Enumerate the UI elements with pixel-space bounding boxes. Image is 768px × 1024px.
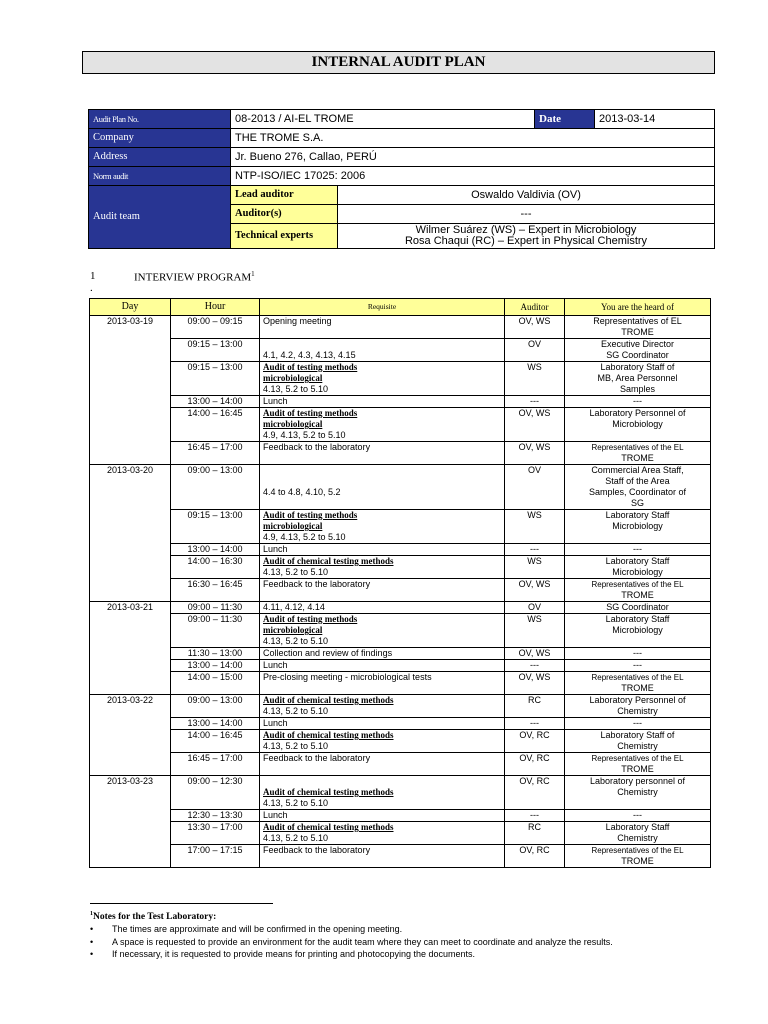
audit-info-table	[88, 109, 715, 249]
program-heard	[565, 465, 711, 510]
program-hour: 09:00 – 13:00	[171, 465, 260, 510]
program-requisite	[260, 396, 505, 408]
header-heard: You are the heard of	[565, 299, 711, 316]
footnote-item	[90, 923, 730, 936]
program-auditor: OV, WS	[505, 442, 565, 465]
tech-experts-label: Technical experts	[231, 224, 338, 249]
program-hour: 16:45 – 17:00	[171, 442, 260, 465]
program-row	[90, 695, 711, 718]
heard-line: ---	[633, 660, 642, 670]
requisite-line: Lunch	[263, 810, 288, 820]
program-auditor: ---	[505, 396, 565, 408]
requisite-line: 4.9, 4.13, 5.2 to 5.10	[263, 430, 346, 440]
program-heard	[565, 776, 711, 810]
program-day: 2013-03-23	[90, 776, 171, 868]
auditors-label: Auditor(s)	[231, 205, 338, 224]
address-label: Address	[89, 148, 231, 167]
program-requisite	[260, 753, 505, 776]
heard-line: Chemistry	[617, 741, 658, 751]
heard-line: ---	[633, 544, 642, 554]
requisite-line: Lunch	[263, 660, 288, 670]
requisite-line: Feedback to the laboratory	[263, 753, 371, 763]
header-requisite: Requisite	[260, 299, 505, 316]
requisite-line: Feedback to the laboratory	[263, 579, 371, 589]
footnote-item	[90, 948, 730, 961]
heard-line: MB, Area Personnel	[597, 373, 678, 383]
program-auditor: OV, RC	[505, 845, 565, 868]
requisite-title: Audit of chemical testing methods	[263, 787, 394, 797]
heard-line: SG Coordinator	[606, 602, 669, 612]
header-auditor: Auditor	[505, 299, 565, 316]
program-hour: 13:00 – 14:00	[171, 660, 260, 672]
program-auditor: ---	[505, 544, 565, 556]
page-title: INTERNAL AUDIT PLAN	[82, 51, 715, 74]
footnote-text: The times are approximate and will be confirmed in the opening meeting.	[112, 924, 403, 935]
section-title	[134, 270, 255, 284]
requisite-line: 4.11, 4.12, 4.14	[263, 602, 325, 612]
heard-line: Samples	[619, 384, 655, 394]
requisite-line: 4.13, 5.2 to 5.10	[263, 636, 329, 646]
program-requisite	[260, 465, 505, 510]
program-requisite	[260, 408, 505, 442]
program-day: 2013-03-19	[90, 316, 171, 465]
program-heard	[565, 648, 711, 660]
program-hour: 12:30 – 13:30	[171, 810, 260, 822]
program-row	[90, 753, 711, 776]
program-row	[90, 602, 711, 614]
program-row	[90, 648, 711, 660]
requisite-title: Audit of chemical testing methods	[263, 822, 394, 832]
program-auditor: RC	[505, 695, 565, 718]
program-row	[90, 730, 711, 753]
address-row	[89, 148, 715, 167]
program-row	[90, 776, 711, 810]
requisite-line: 4.13, 5.2 to 5.10	[263, 706, 329, 716]
program-requisite	[260, 672, 505, 695]
heard-line: ---	[633, 718, 642, 728]
program-heard	[565, 730, 711, 753]
requisite-line: 4.4 to 4.8, 4.10, 5.2	[263, 487, 341, 497]
program-heard	[565, 695, 711, 718]
program-requisite	[260, 362, 505, 396]
heard-line: ---	[633, 396, 642, 406]
requisite-line: 4.1, 4.2, 4.3, 4.13, 4.15	[263, 350, 356, 360]
heard-line: Laboratory personnel of	[589, 776, 686, 786]
requisite-line: Lunch	[263, 718, 288, 728]
requisite-line: Collection and review of findings	[263, 648, 393, 658]
program-auditor: OV, WS	[505, 579, 565, 602]
program-day: 2013-03-21	[90, 602, 171, 695]
heard-line: TROME	[621, 453, 654, 463]
requisite-line: Lunch	[263, 544, 288, 554]
footnote-list	[90, 923, 730, 961]
program-day: 2013-03-22	[90, 695, 171, 776]
requisite-line: 4.9, 4.13, 5.2 to 5.10	[263, 532, 346, 542]
company-label: Company	[89, 129, 231, 148]
program-requisite	[260, 718, 505, 730]
heard-line: Laboratory Staff of	[600, 362, 675, 372]
program-auditor: WS	[505, 510, 565, 544]
heard-line: Microbiology	[612, 567, 663, 577]
requisite-line: 4.13, 5.2 to 5.10	[263, 798, 329, 808]
program-row	[90, 672, 711, 695]
section-number: 1 .	[90, 270, 96, 294]
heard-line: Laboratory Staff	[605, 822, 670, 832]
program-row	[90, 465, 711, 510]
program-heard	[565, 556, 711, 579]
program-requisite	[260, 602, 505, 614]
program-requisite	[260, 544, 505, 556]
program-row	[90, 396, 711, 408]
program-row	[90, 845, 711, 868]
program-hour: 11:30 – 13:00	[171, 648, 260, 660]
program-hour: 09:15 – 13:00	[171, 510, 260, 544]
program-heard	[565, 510, 711, 544]
requisite-line: Pre-closing meeting - microbiological tests	[263, 672, 432, 682]
heard-line: Chemistry	[617, 787, 658, 797]
program-requisite	[260, 316, 505, 339]
program-hour: 09:00 – 13:00	[171, 695, 260, 718]
heard-line: Laboratory Staff	[605, 614, 670, 624]
heard-line: Samples, Coordinator of	[588, 487, 687, 497]
program-requisite	[260, 614, 505, 648]
program-auditor: ---	[505, 810, 565, 822]
program-heard	[565, 396, 711, 408]
program-auditor: OV, RC	[505, 776, 565, 810]
norm-value: NTP-ISO/IEC 17025: 2006	[231, 167, 715, 186]
footnote-divider	[90, 903, 273, 904]
program-heard	[565, 672, 711, 695]
heard-line: Chemistry	[617, 706, 658, 716]
heard-line: Laboratory Staff	[605, 556, 670, 566]
program-heard	[565, 362, 711, 396]
heard-line: Executive Director	[600, 339, 675, 349]
program-heard	[565, 579, 711, 602]
section-title-text: INTERVIEW PROGRAM	[134, 271, 252, 284]
program-row	[90, 362, 711, 396]
plan-no-label: Audit Plan No.	[89, 110, 231, 129]
program-day: 2013-03-20	[90, 465, 171, 602]
footnote-text: A space is requested to provide an environment for the audit team where they can meet to coordinate and analyze the results.	[112, 936, 613, 947]
date-value: 2013-03-14	[595, 110, 715, 129]
footnote-text: If necessary, it is requested to provide means for printing and photocopying the documents.	[112, 949, 476, 960]
program-row	[90, 442, 711, 465]
program-heard	[565, 753, 711, 776]
footnote-title	[90, 908, 730, 923]
bullet-icon: •	[90, 936, 94, 947]
requisite-title: Audit of testing methods	[263, 510, 358, 520]
date-label: Date	[535, 110, 595, 129]
program-auditor: OV	[505, 339, 565, 362]
heard-line: TROME	[621, 683, 654, 693]
requisite-line: 4.13, 5.2 to 5.10	[263, 833, 329, 843]
program-heard	[565, 339, 711, 362]
tech-experts-value	[338, 224, 715, 249]
program-row	[90, 822, 711, 845]
program-heard	[565, 614, 711, 648]
program-requisite	[260, 776, 505, 810]
program-heard	[565, 442, 711, 465]
heard-line: Microbiology	[612, 625, 663, 635]
norm-label: Norm audit	[89, 167, 231, 186]
heard-line: Representatives of the EL	[591, 846, 684, 855]
program-row	[90, 718, 711, 730]
heard-line: Laboratory Personnel of	[589, 695, 686, 705]
bullet-icon: •	[90, 949, 94, 960]
heard-line: Representatives of the EL	[591, 580, 684, 589]
program-row	[90, 810, 711, 822]
requisite-title-cont: microbiological	[263, 373, 323, 383]
program-heard	[565, 316, 711, 339]
tech-expert-2: Rosa Chaqui (RC) – Expert in Physical Chemistry	[404, 235, 648, 247]
heard-line: Chemistry	[617, 833, 658, 843]
heard-line: Laboratory Personnel of	[589, 408, 686, 418]
program-requisite	[260, 730, 505, 753]
program-hour: 09:15 – 13:00	[171, 339, 260, 362]
program-row	[90, 316, 711, 339]
program-auditor: WS	[505, 614, 565, 648]
requisite-title: Audit of chemical testing methods	[263, 695, 394, 705]
interview-program-table	[89, 298, 711, 868]
company-row	[89, 129, 715, 148]
requisite-line: 4.13, 5.2 to 5.10	[263, 567, 329, 577]
program-auditor: WS	[505, 362, 565, 396]
program-heard	[565, 810, 711, 822]
address-value: Jr. Bueno 276, Callao, PERÚ	[231, 148, 715, 167]
program-requisite	[260, 695, 505, 718]
heard-line: Representatives of the EL	[591, 673, 684, 682]
program-requisite	[260, 339, 505, 362]
requisite-line: Feedback to the laboratory	[263, 442, 371, 452]
footnotes	[90, 908, 730, 961]
heard-line: SG Coordinator	[606, 350, 669, 360]
program-requisite	[260, 810, 505, 822]
program-heard	[565, 660, 711, 672]
bullet-icon: •	[90, 924, 94, 935]
footnote-title-text: Notes for the Test Laboratory:	[93, 912, 217, 923]
program-auditor: ---	[505, 718, 565, 730]
program-row	[90, 510, 711, 544]
plan-no-row	[89, 110, 715, 129]
program-hour: 13:00 – 14:00	[171, 544, 260, 556]
requisite-title: Audit of testing methods	[263, 614, 358, 624]
program-auditor: OV	[505, 465, 565, 510]
lead-auditor-value: Oswaldo Valdivia (OV)	[338, 186, 715, 205]
program-hour: 16:45 – 17:00	[171, 753, 260, 776]
program-auditor: WS	[505, 556, 565, 579]
program-row	[90, 614, 711, 648]
program-hour: 13:00 – 14:00	[171, 718, 260, 730]
heard-line: TROME	[621, 590, 654, 600]
program-auditor: OV, RC	[505, 730, 565, 753]
heard-line: TROME	[621, 856, 654, 866]
program-hour: 14:00 – 15:00	[171, 672, 260, 695]
heard-line: SG	[630, 498, 644, 508]
requisite-title: Audit of chemical testing methods	[263, 556, 394, 566]
program-auditor: OV, WS	[505, 672, 565, 695]
tech-expert-1: Wilmer Suárez (WS) – Expert in Microbiology	[415, 224, 637, 236]
program-heard	[565, 718, 711, 730]
program-row	[90, 556, 711, 579]
program-requisite	[260, 660, 505, 672]
lead-auditor-label: Lead auditor	[231, 186, 338, 205]
requisite-line: 4.13, 5.2 to 5.10	[263, 384, 329, 394]
program-auditor: ---	[505, 660, 565, 672]
requisite-line: 4.13, 5.2 to 5.10	[263, 741, 329, 751]
requisite-line: Feedback to the laboratory	[263, 845, 371, 855]
program-hour: 09:15 – 13:00	[171, 362, 260, 396]
footnote-mark: 1	[251, 270, 255, 278]
plan-no-value: 08-2013 / AI-EL TROME	[231, 110, 535, 129]
requisite-line: Lunch	[263, 396, 288, 406]
heard-line: ---	[633, 648, 642, 658]
requisite-title: Audit of testing methods	[263, 362, 358, 372]
heard-line: Commercial Area Staff,	[591, 465, 684, 475]
program-heard	[565, 845, 711, 868]
heard-line: Laboratory Staff of	[600, 730, 675, 740]
requisite-title-cont: microbiological	[263, 521, 323, 531]
program-requisite	[260, 648, 505, 660]
program-hour: 17:00 – 17:15	[171, 845, 260, 868]
footnote-item	[90, 936, 730, 949]
header-hour: Hour	[171, 299, 260, 316]
program-requisite	[260, 556, 505, 579]
program-hour: 14:00 – 16:30	[171, 556, 260, 579]
header-day: Day	[90, 299, 171, 316]
auditors-value: ---	[338, 205, 715, 224]
requisite-title-cont: microbiological	[263, 625, 323, 635]
program-heard	[565, 408, 711, 442]
heard-line: Representatives of the EL	[591, 754, 684, 763]
program-auditor: OV, RC	[505, 753, 565, 776]
lead-auditor-row	[89, 186, 715, 205]
program-requisite	[260, 579, 505, 602]
heard-line: ---	[633, 810, 642, 820]
heard-line: Staff of the Area	[605, 476, 670, 486]
program-heard	[565, 602, 711, 614]
heard-line: Representatives of the EL	[591, 443, 684, 452]
program-requisite	[260, 510, 505, 544]
requisite-title-cont: microbiological	[263, 419, 323, 429]
program-hour: 16:30 – 16:45	[171, 579, 260, 602]
heard-line: Representatives of EL	[593, 316, 682, 326]
program-heard	[565, 822, 711, 845]
program-auditor: OV, WS	[505, 316, 565, 339]
program-row	[90, 408, 711, 442]
program-hour: 09:00 – 11:30	[171, 602, 260, 614]
program-row	[90, 339, 711, 362]
program-row	[90, 579, 711, 602]
heard-line: TROME	[621, 327, 654, 337]
heard-line: Laboratory Staff	[605, 510, 670, 520]
program-hour: 13:30 – 17:00	[171, 822, 260, 845]
program-header-row	[90, 299, 711, 316]
program-hour: 14:00 – 16:45	[171, 408, 260, 442]
norm-row	[89, 167, 715, 186]
program-auditor: OV	[505, 602, 565, 614]
requisite-title: Audit of testing methods	[263, 408, 358, 418]
program-requisite	[260, 442, 505, 465]
heard-line: Microbiology	[612, 521, 663, 531]
program-hour: 09:00 – 11:30	[171, 614, 260, 648]
heard-line: TROME	[621, 764, 654, 774]
requisite-title: Audit of chemical testing methods	[263, 730, 394, 740]
requisite-line: Opening meeting	[263, 316, 332, 326]
program-heard	[565, 544, 711, 556]
program-requisite	[260, 822, 505, 845]
program-auditor: RC	[505, 822, 565, 845]
program-hour: 09:00 – 09:15	[171, 316, 260, 339]
program-auditor: OV, WS	[505, 648, 565, 660]
program-hour: 09:00 – 12:30	[171, 776, 260, 810]
company-value: THE TROME S.A.	[231, 129, 715, 148]
program-requisite	[260, 845, 505, 868]
audit-team-label: Audit team	[89, 186, 231, 249]
program-row	[90, 544, 711, 556]
footnote-title-mark: 1	[90, 911, 93, 917]
program-body	[90, 316, 711, 868]
heard-line: Microbiology	[612, 419, 663, 429]
program-auditor: OV, WS	[505, 408, 565, 442]
program-hour: 14:00 – 16:45	[171, 730, 260, 753]
program-row	[90, 660, 711, 672]
program-hour: 13:00 – 14:00	[171, 396, 260, 408]
